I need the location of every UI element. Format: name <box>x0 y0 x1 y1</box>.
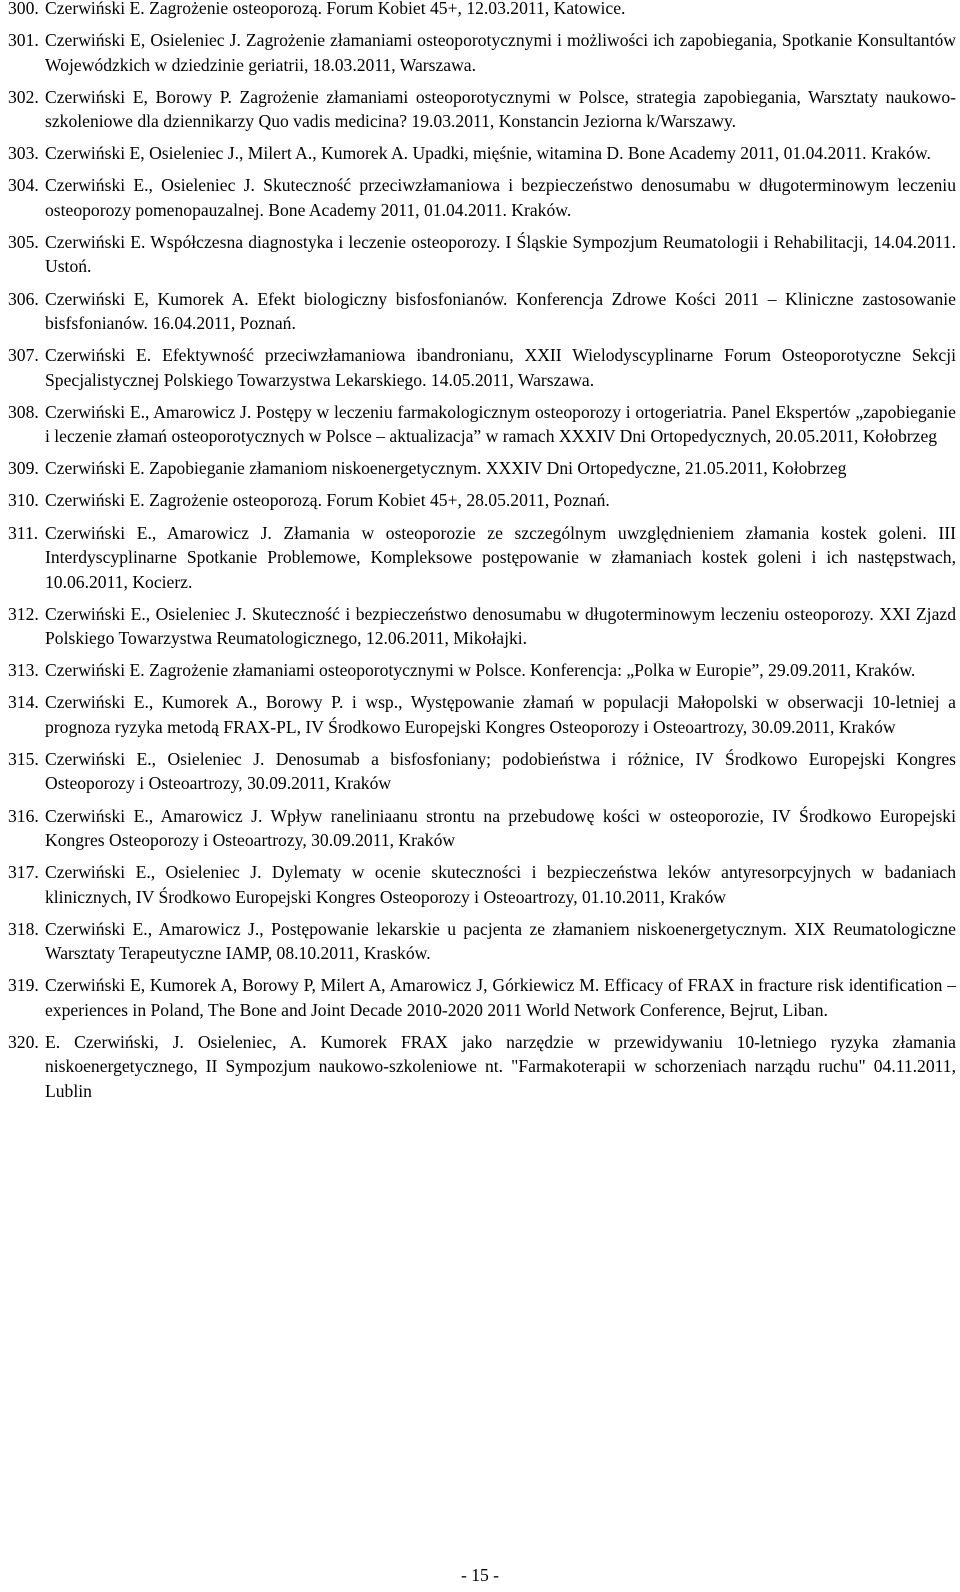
reference-item <box>8 400 956 449</box>
reference-number: 303. <box>8 143 39 164</box>
reference-text: Czerwiński E., Amarowicz J. Złamania w osteoporozie ze szczególnym uwzględnieniem złamania kostek goleni. III Interdyscyplinarne Spotkanie Problemowe, Kompleksowe postępowanie w złamaniach kostek goleni i ich następstwach, 10.06.2011, Kocierz. <box>45 522 956 592</box>
page-number: - 15 - <box>460 1565 500 1585</box>
reference-number: 313. <box>8 660 39 681</box>
reference-text: Czerwiński E, Kumorek A. Efekt biologiczny bisfosfonianów. Konferencja Zdrowe Kości 2011 – Kliniczne zastosowanie bisfsfonianów. 16.04.2011, Poznań. <box>45 288 956 334</box>
reference-item <box>8 287 956 336</box>
reference-text: Czerwiński E, Borowy P. Zagrożenie złamaniami osteoporotycznymi w Polsce, strategia zapobiegania, Warsztaty naukowo-szkoleniowe dla dziennikarzy Quo vadis medicina? 19.03.2011, Konstancin Jeziorna k/Warszawy. <box>45 86 956 132</box>
reference-item <box>8 690 956 739</box>
reference-number: 307. <box>8 345 39 366</box>
reference-item <box>8 141 956 166</box>
reference-text: Czerwiński E, Kumorek A, Borowy P, Milert A, Amarowicz J, Górkiewicz M. Efficacy of FRAX in fracture risk identification – experiences in Poland, The Bone and Joint Decade 2010-2020 2011 World Network Conference, Bejrut, Liban. <box>45 975 956 1020</box>
reference-number: 317. <box>8 862 39 883</box>
reference-text: Czerwiński E., Osieleniec J. Dylematy w ocenie skuteczności i bezpieczeństwa leków antyresorpcyjnych w badaniach klinicznych, IV Środkowo Europejski Kongres Osteoporozy i Osteoartrozy, 01.10.2011, Kraków <box>45 862 956 907</box>
reference-item <box>8 1030 956 1104</box>
reference-text: Czerwiński E., Amarowicz J. Postępy w leczeniu farmakologicznym osteoporozy i ortogeriatria. Panel Ekspertów „zapobieganie i leczenie złamań osteoporotycznych w Polsce – aktualizacja” w ramach XXXIV Dni Ortopedycznych, 20.05.2011, Kołobrzeg <box>45 401 956 447</box>
reference-text: Czerwiński E., Osieleniec J. Denosumab a bisfosfoniany; podobieństwa i różnice, IV Środkowo Europejski Kongres Osteoporozy i Osteoartrozy, 30.09.2011, Kraków <box>45 748 956 794</box>
reference-number: 301. <box>8 30 39 51</box>
reference-item <box>8 747 956 796</box>
reference-text: Czerwiński E. Zagrożenie osteoporozą. Forum Kobiet 45+, 28.05.2011, Poznań. <box>45 490 610 511</box>
reference-text: Czerwiński E. Współczesna diagnostyka i leczenie osteoporozy. I Śląskie Sympozjum Reumatologii i Rehabilitacji, 14.04.2011. Ustoń. <box>45 231 956 277</box>
reference-text: Czerwiński E., Kumorek A., Borowy P. i wsp., Występowanie złamań w populacji Małopolski w obserwacji 10-letniej a prognoza ryzyka metodą FRAX-PL, IV Środkowo Europejski Kongres Osteoporozy i Osteoartrozy, 30.09.2011, Kraków <box>45 692 956 737</box>
reference-item <box>8 230 956 279</box>
reference-text: Czerwiński E. Zapobieganie złamaniom niskoenergetycznym. XXXIV Dni Ortopedyczne, 21.05.2011, Kołobrzeg <box>45 458 847 479</box>
reference-item <box>8 804 956 853</box>
reference-text: Czerwiński E., Amarowicz J., Postępowanie lekarskie u pacjenta ze złamaniem niskoenergetycznym. XIX Reumatologiczne Warsztaty Terapeutyczne IAMP, 08.10.2011, Krasków. <box>45 918 956 964</box>
reference-text: Czerwiński E., Osieleniec J. Skuteczność przeciwzłamaniowa i bezpieczeństwo denosumabu w długoterminowym leczeniu osteoporozy pomenopauzalnej. Bone Academy 2011, 01.04.2011. Kraków. <box>45 175 956 220</box>
reference-text: Czerwiński E., Osieleniec J. Skuteczność i bezpieczeństwo denosumabu w długoterminowym leczeniu osteoporozy. XXI Zjazd Polskiego Towarzystwa Reumatologicznego, 12.06.2011, Mikołajki. <box>45 603 956 649</box>
reference-item <box>8 658 956 683</box>
reference-number: 304. <box>8 175 39 196</box>
reference-text: Czerwiński E. Zagrożenie złamaniami osteoporotycznymi w Polsce. Konferencja: „Polka w Europie”, 29.09.2011, Kraków. <box>45 660 916 681</box>
reference-text: Czerwiński E. Efektywność przeciwzłamaniowa ibandronianu, XXII Wielodyscyplinarne Forum Osteoporotyczne Sekcji Specjalistycznej Polskiego Towarzystwa Lekarskiego. 14.05.2011, Warszawa. <box>45 345 956 390</box>
reference-number: 308. <box>8 401 39 422</box>
reference-number: 300. <box>8 0 39 18</box>
reference-number: 302. <box>8 86 39 107</box>
reference-item <box>8 860 956 909</box>
reference-text: Czerwiński E, Osieleniec J., Milert A., Kumorek A. Upadki, mięśnie, witamina D. Bone Academy 2011, 01.04.2011. Kraków. <box>45 143 931 164</box>
reference-text: Czerwiński E., Amarowicz J. Wpływ raneliniaanu strontu na przebudowę kości w osteoporozie, IV Środkowo Europejski Kongres Osteoporozy i Osteoartrozy, 30.09.2011, Kraków <box>45 805 956 850</box>
reference-number: 318. <box>8 918 39 939</box>
reference-item <box>8 521 956 595</box>
reference-item <box>8 0 956 21</box>
reference-text: E. Czerwiński, J. Osieleniec, A. Kumorek FRAX jako narzędzie w przewidywaniu 10-letniego ryzyka złamania niskoenergetycznego, II Sympozjum naukowo-szkoleniowe nt. "Farmakoterapii w schorzeniach narządu ruchu" 04.11.2011, Lublin <box>45 1031 956 1101</box>
reference-number: 314. <box>8 692 39 713</box>
reference-number: 309. <box>8 458 39 479</box>
reference-text: Czerwiński E. Zagrożenie osteoporozą. Forum Kobiet 45+, 12.03.2011, Katowice. <box>45 0 626 18</box>
reference-item <box>8 28 956 77</box>
reference-item <box>8 602 956 651</box>
reference-text: Czerwiński E, Osieleniec J. Zagrożenie złamaniami osteoporotycznymi i możliwości ich zapobiegania, Spotkanie Konsultantów Wojewódzkich w dziedzinie geriatrii, 18.03.2011, Warszawa. <box>45 30 956 75</box>
reference-item <box>8 343 956 392</box>
reference-item <box>8 173 956 222</box>
reference-number: 320. <box>8 1031 39 1052</box>
reference-number: 310. <box>8 490 39 511</box>
reference-item <box>8 917 956 966</box>
reference-number: 311. <box>8 522 39 543</box>
reference-number: 305. <box>8 231 39 252</box>
reference-item <box>8 456 956 481</box>
reference-item <box>8 488 956 513</box>
reference-item <box>8 85 956 134</box>
reference-number: 312. <box>8 603 39 624</box>
reference-item <box>8 973 956 1022</box>
reference-number: 306. <box>8 288 39 309</box>
reference-number: 316. <box>8 805 39 826</box>
reference-list <box>8 0 956 1111</box>
reference-number: 315. <box>8 748 39 769</box>
reference-number: 319. <box>8 975 39 996</box>
